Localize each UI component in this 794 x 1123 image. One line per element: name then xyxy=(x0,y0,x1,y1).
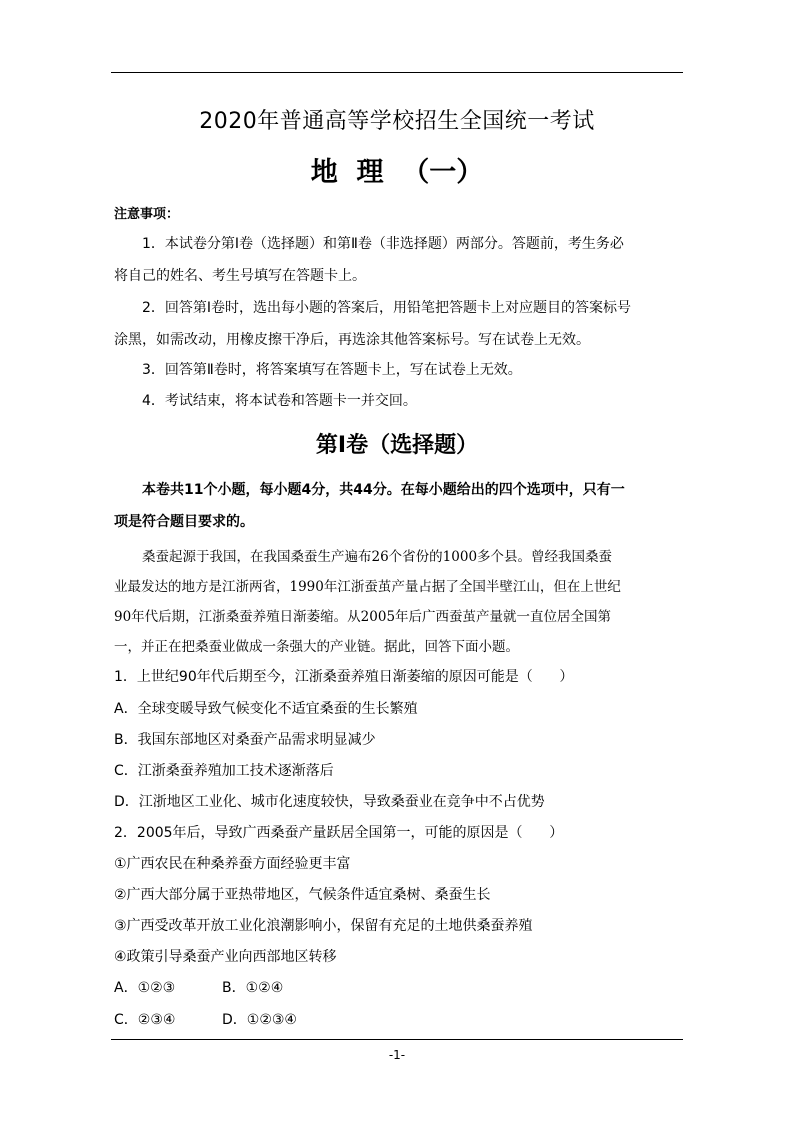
question-stem: 1．上世纪90年代后期至今，江浙桑蚕养殖日渐萎缩的原因可能是（ ） xyxy=(114,669,574,685)
passage-line: 90年代后期，江浙桑蚕养殖日渐萎缩。从2005年后广西蚕茧产量就一直位居全国第 xyxy=(114,609,612,625)
statement-1: ①广西农民在种桑养蚕方面经验更丰富 xyxy=(114,856,351,872)
statement-4: ④政策引导桑蚕产业向西部地区转移 xyxy=(114,949,337,965)
option-a: A．全球变暖导致气候变化不适宜桑蚕的生长繁殖 xyxy=(114,701,418,717)
section-title: 第Ⅰ卷（选择题） xyxy=(315,433,479,458)
option-d: D．江浙地区工业化、城市化速度较快，导致桑蚕业在竞争中不占优势 xyxy=(114,794,545,810)
option-c: C．②③④ xyxy=(114,1012,176,1028)
passage-line: 业最发达的地方是江浙两省，1990年江浙蚕茧产量占据了全国半壁江山，但在上世纪 xyxy=(114,579,621,595)
option-a: A．①②③ xyxy=(114,980,176,996)
notice-line: 涂黑，如需改动，用橡皮擦干净后，再选涂其他答案标号。写在试卷上无效。 xyxy=(114,332,590,348)
question-stem: 2．2005年后，导致广西桑蚕产量跃居全国第一，可能的原因是（ ） xyxy=(114,825,564,841)
option-c: C．江浙桑蚕养殖加工技术逐渐落后 xyxy=(114,763,334,779)
top-rule xyxy=(111,72,683,73)
passage-line: 一，并正在把桑蚕业做成一条强大的产业链。据此，回答下面小题。 xyxy=(114,639,519,655)
option-b: B．①②④ xyxy=(222,980,284,996)
bottom-rule xyxy=(111,1039,683,1040)
section-instructions: 项是符合题目要求的。 xyxy=(114,514,254,530)
exam-subtitle: 地 理 （一） xyxy=(310,157,484,188)
notice-line: 3．回答第Ⅱ卷时，将答案填写在答题卡上，写在试卷上无效。 xyxy=(142,362,522,378)
notice-heading: 注意事项： xyxy=(114,207,180,222)
page-number: -1- xyxy=(388,1048,406,1062)
section-instructions: 本卷共11个小题，每小题4分，共44分。在每小题给出的四个选项中，只有一 xyxy=(142,482,625,498)
notice-line: 2．回答第Ⅰ卷时，选出每小题的答案后，用铅笔把答题卡上对应题目的答案标号 xyxy=(142,300,632,316)
exam-title: 2020年普通高等学校招生全国统一考试 xyxy=(199,109,595,134)
passage-line: 桑蚕起源于我国，在我国桑蚕生产遍布26个省份的1000多个县。曾经我国桑蚕 xyxy=(142,549,613,565)
notice-line: 将自己的姓名、考生号填写在答题卡上。 xyxy=(114,268,366,284)
option-b: B．我国东部地区对桑蚕产品需求明显减少 xyxy=(114,732,376,748)
option-d: D．①②③④ xyxy=(222,1012,297,1028)
statement-3: ③广西受改革开放工业化浪潮影响小，保留有充足的土地供桑蚕养殖 xyxy=(114,918,533,934)
notice-line: 1．本试卷分第Ⅰ卷（选择题）和第Ⅱ卷（非选择题）两部分。答题前，考生务必 xyxy=(142,236,624,252)
notice-line: 4．考试结束，将本试卷和答题卡一并交回。 xyxy=(142,393,417,409)
statement-2: ②广西大部分属于亚热带地区，气候条件适宜桑树、桑蚕生长 xyxy=(114,887,491,903)
